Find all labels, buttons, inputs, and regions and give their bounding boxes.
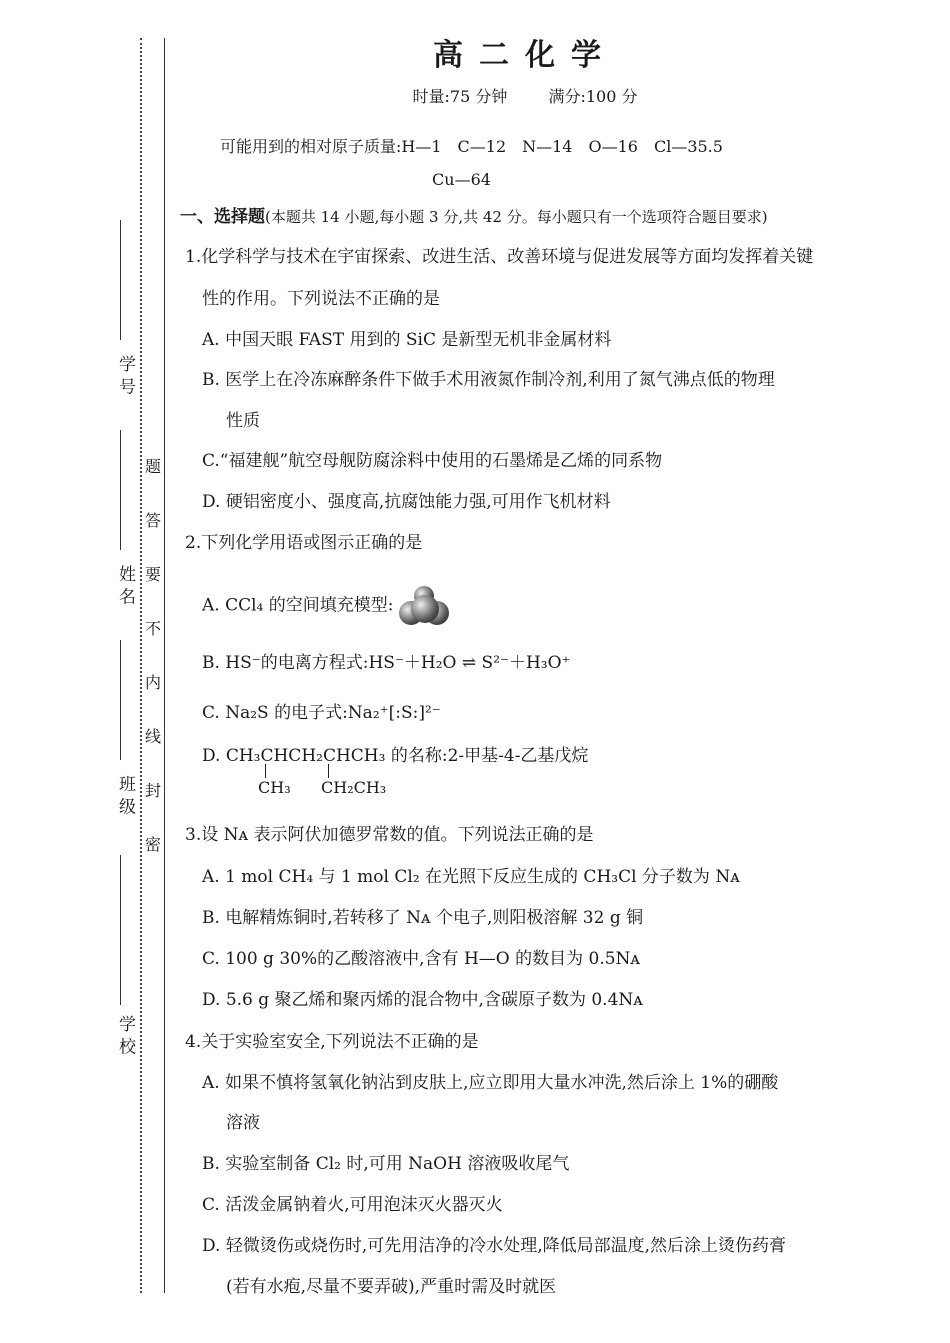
q1-stem-2: 性的作用。下列说法不正确的是 <box>202 289 440 309</box>
q4-option-a-1: A. 如果不慎将氢氧化钠沾到皮肤上,应立即用大量水冲洗,然后涂上 1%的硼酸 <box>202 1073 779 1093</box>
q2-option-a: A. CCl₄ 的空间填充模型: <box>202 586 453 626</box>
school-write-line <box>120 855 121 1005</box>
q4-option-b: B. 实验室制备 Cl₂ 时,可用 NaOH 溶液吸收尾气 <box>202 1154 570 1174</box>
full-score: 满分:100 分 <box>548 87 638 106</box>
q3-stem: 3.设 Nᴀ 表示阿伏加德罗常数的值。下列说法正确的是 <box>185 825 594 845</box>
q4-option-c: C. 活泼金属钠着火,可用泡沫灭火器灭火 <box>202 1195 503 1215</box>
q2-option-b: B. HS⁻的电离方程式:HS⁻＋H₂O ⇌ S²⁻＋H₃O⁺ <box>202 653 571 673</box>
q1-option-a: A. 中国天眼 FAST 用到的 SiC 是新型无机非金属材料 <box>202 330 612 350</box>
page-title: 高二化学 <box>433 38 617 73</box>
q1-option-c: C.“福建舰”航空母舰防腐涂料中使用的石墨烯是乙烯的同系物 <box>202 451 663 471</box>
q4-option-a-2: 溶液 <box>226 1113 260 1133</box>
q2-stem: 2.下列化学用语或图示正确的是 <box>185 533 423 553</box>
q2-d-substituent-2: CH₂CH₃ <box>321 778 387 797</box>
q3-option-a: A. 1 mol CH₄ 与 1 mol Cl₂ 在光照下反应生成的 CH₃Cl 分子数为 Nᴀ <box>202 867 740 887</box>
q1-option-b-1: B. 医学上在冷冻麻醉条件下做手术用液氮作制冷剂,利用了氮气沸点低的物理 <box>202 370 775 390</box>
atomic-masses-2: Cu—64 <box>432 170 491 189</box>
number-write-line <box>120 220 121 340</box>
name-label: 姓 名 <box>115 565 135 605</box>
q1-option-b-2: 性质 <box>226 411 260 431</box>
exam-meta <box>180 84 870 107</box>
atomic-masses: 可能用到的相对原子质量:H—1 C—12 N—14 O—16 Cl—35.5 <box>220 137 723 156</box>
q2-d-substituent-1: CH₃ <box>258 778 291 797</box>
q3-option-d: D. 5.6 g 聚乙烯和聚丙烯的混合物中,含碳原子数为 0.4Nᴀ <box>202 990 643 1010</box>
q4-option-d-2: (若有水疱,尽量不要弄破),严重时需及时就医 <box>226 1277 557 1297</box>
q2-option-d: D. CH₃CHCH₂CHCH₃ 的名称:2-甲基-4-乙基戊烷 <box>202 746 589 766</box>
time-limit: 时量:75 分钟 <box>412 87 508 106</box>
q1-stem-1: 1.化学科学与技术在宇宙探索、改进生活、改善环境与促进发展等方面均发挥着关键 <box>185 247 814 267</box>
section-heading: 一、选择题(本题共 14 小题,每小题 3 分,共 42 分。每小题只有一个选项符合题目要求) <box>180 207 768 227</box>
q2-option-c: C. Na₂S 的电子式:Na₂⁺[:S:]²⁻ <box>202 703 441 723</box>
school-label: 学 校 <box>115 1015 135 1055</box>
number-label: 学 号 <box>115 355 135 395</box>
class-label: 班 级 <box>115 775 135 815</box>
bond-line <box>328 764 329 778</box>
name-write-line <box>120 430 121 550</box>
q3-option-b: B. 电解精炼铜时,若转移了 Nᴀ 个电子,则阳极溶解 32 g 铜 <box>202 908 644 928</box>
q4-stem: 4.关于实验室安全,下列说法不正确的是 <box>185 1032 479 1052</box>
q3-option-c: C. 100 g 30%的乙酸溶液中,含有 H—O 的数目为 0.5Nᴀ <box>202 949 641 969</box>
q4-option-d-1: D. 轻微烫伤或烧伤时,可先用洁净的冷水处理,降低局部温度,然后涂上烫伤药膏 <box>202 1236 787 1256</box>
seal-warning: 题 答 要 不 内 线 封 密 <box>144 457 161 854</box>
binding-margin <box>0 0 170 1343</box>
space-filling-model-icon <box>399 586 453 626</box>
bond-line <box>265 764 266 778</box>
class-write-line <box>120 640 121 760</box>
q1-option-d: D. 硬铝密度小、强度高,抗腐蚀能力强,可用作飞机材料 <box>202 492 611 512</box>
